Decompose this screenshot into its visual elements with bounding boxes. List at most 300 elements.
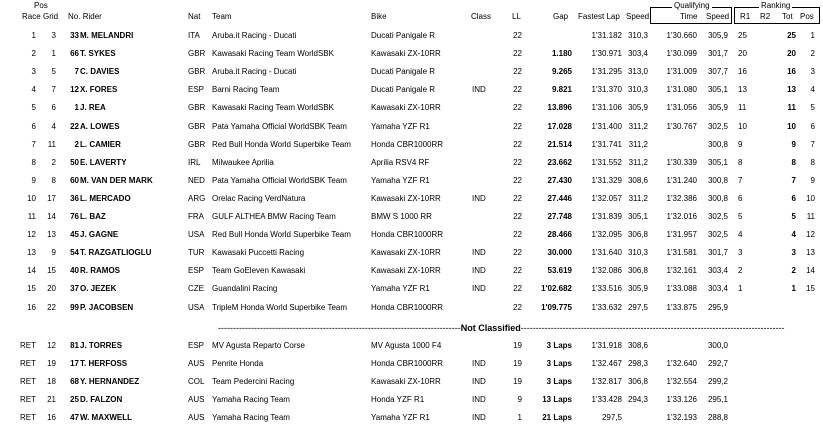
cell-qs: 292,7 xyxy=(707,359,728,369)
cell-ll: 22 xyxy=(513,248,522,258)
cell-pos: 4 xyxy=(810,85,815,95)
cell-pos: 2 xyxy=(810,49,815,59)
cell-spd: 311,2 xyxy=(628,139,648,149)
cell-spd: 310,3 xyxy=(627,31,648,40)
cell-qt: 1'30.099 xyxy=(666,49,697,59)
cell-team: Kawasaki Puccetti Racing xyxy=(212,248,305,258)
cell-no: 33 xyxy=(70,31,79,40)
cell-pos: 15 xyxy=(806,284,815,294)
cell-rider: M. MELANDRI xyxy=(80,31,134,40)
cell-qs: 303,4 xyxy=(707,266,728,276)
cell-fl: 297,5 xyxy=(601,413,622,423)
cell-rider: L. CAMIER xyxy=(80,139,121,149)
cell-grid: 13 xyxy=(47,230,56,240)
cell-spd: 310,3 xyxy=(627,85,648,95)
cell-nat: IRL xyxy=(188,157,201,167)
cell-r1: 16 xyxy=(738,67,747,77)
cell-r1: 5 xyxy=(738,212,743,221)
header-rank-pos: Pos xyxy=(800,12,814,21)
cell-qt: 1'31.240 xyxy=(666,175,697,185)
header-team: Team xyxy=(212,12,232,21)
cell-pos: 10 xyxy=(806,193,815,203)
cell-ll: 22 xyxy=(513,103,522,113)
cell-team: Guandalini Racing xyxy=(212,284,278,294)
cell-race: 6 xyxy=(31,121,36,131)
cell-gap: 9.265 xyxy=(551,67,572,77)
header-q-time: Time xyxy=(680,12,698,21)
cell-qs: 305,9 xyxy=(707,103,728,113)
cell-spd: 303,4 xyxy=(627,49,648,59)
cell-ll: 22 xyxy=(513,121,522,131)
cell-rider: A. LOWES xyxy=(80,121,120,131)
cell-qt: 1'30.660 xyxy=(666,31,697,40)
cell-bike: Kawasaki ZX-10RR xyxy=(371,49,441,59)
cell-qs: 302,5 xyxy=(707,212,728,221)
cell-spd: 311,2 xyxy=(628,193,648,203)
cell-qs: 300,8 xyxy=(707,139,728,149)
cell-nat: ARG xyxy=(188,193,206,203)
cell-ll: 22 xyxy=(513,230,522,240)
cell-tot: 20 xyxy=(787,49,796,59)
cell-team: Barni Racing Team xyxy=(212,85,280,95)
cell-no: 81 xyxy=(70,341,79,350)
cell-race: 3 xyxy=(31,67,36,77)
cell-nat: GBR xyxy=(188,103,206,113)
cell-fl: 1'31.329 xyxy=(591,175,622,185)
cell-race: RET xyxy=(20,341,36,350)
cell-team: Kawasaki Racing Team WorldSBK xyxy=(212,49,334,59)
cell-tot: 13 xyxy=(787,85,796,95)
cell-qt: 1'31.957 xyxy=(666,230,697,240)
cell-r1: 1 xyxy=(738,284,743,294)
cell-bike: Ducati Panigale R xyxy=(371,67,436,77)
cell-ll: 22 xyxy=(513,266,522,276)
cell-rider: J. GAGNE xyxy=(80,230,119,240)
cell-bike: Kawasaki ZX-10RR xyxy=(371,193,441,203)
cell-tot: 8 xyxy=(791,157,796,167)
cell-rider: L. BAZ xyxy=(80,212,106,221)
cell-fl: 1'31.552 xyxy=(591,157,622,167)
cell-gap: 27.430 xyxy=(547,175,572,185)
cell-ll: 1 xyxy=(517,413,522,423)
cell-race: 4 xyxy=(31,85,36,95)
cell-tot: 7 xyxy=(791,175,796,185)
cell-pos: 8 xyxy=(810,157,815,167)
cell-no: 99 xyxy=(70,302,79,312)
cell-spd: 306,8 xyxy=(627,377,648,387)
cell-no: 76 xyxy=(70,212,79,221)
cell-qs: 307,7 xyxy=(707,67,728,77)
cell-team: Aruba.it Racing - Ducati xyxy=(212,67,297,77)
cell-no: 2 xyxy=(74,139,79,149)
cell-grid: 3 xyxy=(51,31,56,40)
cell-rider: J. TORRES xyxy=(80,341,123,350)
cell-r1: 13 xyxy=(738,85,747,95)
cell-ll: 22 xyxy=(513,302,522,312)
cell-gap: 21.514 xyxy=(547,139,572,149)
cell-qt: 1'32.193 xyxy=(666,413,697,423)
cell-fl: 1'32.467 xyxy=(591,359,622,369)
cell-no: 17 xyxy=(70,359,79,369)
cell-pos: 13 xyxy=(806,248,815,258)
cell-race: 8 xyxy=(31,157,36,167)
cell-cls: IND xyxy=(472,359,486,369)
cell-grid: 15 xyxy=(47,266,56,276)
not-classified-label: Not Classified xyxy=(460,323,521,333)
cell-tot: 25 xyxy=(787,31,796,40)
cell-qt: 1'31.056 xyxy=(666,103,697,113)
cell-qt: 1'32.554 xyxy=(666,377,697,387)
cell-rider: T. HERFOSS xyxy=(80,359,128,369)
cell-tot: 5 xyxy=(791,212,796,221)
cell-rider: X. FORES xyxy=(80,85,118,95)
header-q-speed: Speed xyxy=(706,12,730,21)
cell-cls: IND xyxy=(472,193,486,203)
cell-bike: Honda CBR1000RR xyxy=(371,230,444,240)
cell-gap: 30.000 xyxy=(547,248,572,258)
cell-nat: GBR xyxy=(188,49,206,59)
cell-bike: Kawasaki ZX-10RR xyxy=(371,103,441,113)
cell-nat: COL xyxy=(188,377,205,387)
cell-qt: 1'32.016 xyxy=(666,212,697,221)
cell-cls: IND xyxy=(472,284,486,294)
cell-rider: Y. HERNANDEZ xyxy=(80,377,140,387)
cell-no: 40 xyxy=(70,266,79,276)
header-speed: Speed xyxy=(626,12,650,21)
cell-grid: 1 xyxy=(51,49,56,59)
cell-bike: Yamaha YZF R1 xyxy=(371,175,430,185)
cell-grid: 9 xyxy=(51,248,56,258)
cell-grid: 16 xyxy=(47,413,56,423)
cell-pos: 7 xyxy=(810,139,815,149)
header-bike: Bike xyxy=(371,12,387,21)
header-race: Race xyxy=(22,12,41,21)
cell-r1: 2 xyxy=(738,266,743,276)
cell-cls: IND xyxy=(472,377,486,387)
cell-no: 37 xyxy=(70,284,79,294)
cell-r1: 10 xyxy=(738,121,747,131)
cell-race: 11 xyxy=(27,212,36,221)
header-rider: Rider xyxy=(82,12,102,21)
cell-no: 1 xyxy=(74,103,79,113)
cell-bike: Ducati Panigale R xyxy=(371,31,436,40)
cell-spd: 306,8 xyxy=(627,230,648,240)
cell-rider: R. RAMOS xyxy=(80,266,120,276)
cell-fl: 1'33.516 xyxy=(591,284,622,294)
cell-ll: 22 xyxy=(513,49,522,59)
cell-grid: 2 xyxy=(51,157,56,167)
cell-nat: AUS xyxy=(188,395,205,405)
cell-qs: 300,8 xyxy=(707,193,728,203)
cell-rider: E. LAVERTY xyxy=(80,157,127,167)
cell-grid: 22 xyxy=(47,302,56,312)
cell-race: 9 xyxy=(31,175,36,185)
cell-tot: 1 xyxy=(791,284,796,294)
header-ll: LL xyxy=(512,12,521,21)
cell-fl: 1'32.086 xyxy=(591,266,622,276)
cell-nat: ESP xyxy=(188,266,205,276)
cell-team: Pata Yamaha Official WorldSBK Team xyxy=(212,121,347,131)
cell-qs: 305,1 xyxy=(707,85,728,95)
cell-pos: 1 xyxy=(810,31,815,40)
cell-spd: 311,2 xyxy=(628,157,648,167)
cell-fl: 1'31.839 xyxy=(591,212,622,221)
cell-no: 36 xyxy=(70,193,79,203)
cell-fl: 1'32.817 xyxy=(591,377,622,387)
cell-race: 1 xyxy=(31,31,36,40)
cell-spd: 298,3 xyxy=(627,359,648,369)
cell-rider: O. JEZEK xyxy=(80,284,117,294)
cell-bike: Honda YZF R1 xyxy=(371,395,425,405)
cell-fl: 1'31.182 xyxy=(591,31,622,40)
cell-nat: FRA xyxy=(188,212,204,221)
cell-bike: Kawasaki ZX-10RR xyxy=(371,377,441,387)
cell-fl: 1'31.640 xyxy=(591,248,622,258)
header-grid: Grid xyxy=(43,12,59,21)
cell-cls: IND xyxy=(472,395,486,405)
cell-fl: 1'32.057 xyxy=(591,193,622,203)
cell-spd: 305,9 xyxy=(627,103,648,113)
header-r2: R2 xyxy=(760,12,771,21)
cell-team: Red Bull Honda World Superbike Team xyxy=(212,230,351,240)
cell-nat: USA xyxy=(188,302,205,312)
cell-r1: 25 xyxy=(738,31,747,40)
cell-race: 16 xyxy=(27,302,36,312)
cell-team: Orelac Racing VerdNatura xyxy=(212,193,306,203)
cell-gap: 27.446 xyxy=(547,193,572,203)
cell-bike: BMW S 1000 RR xyxy=(371,212,432,221)
cell-rider: M. VAN DER MARK xyxy=(80,175,153,185)
cell-rider: W. MAXWELL xyxy=(80,413,132,423)
cell-gap: 1.180 xyxy=(551,49,572,59)
cell-team: Yamaha Racing Team xyxy=(212,395,290,405)
cell-ll: 22 xyxy=(513,31,522,40)
cell-qs: 301,7 xyxy=(707,248,728,258)
cell-tot: 4 xyxy=(791,230,796,240)
cell-gap: 27.748 xyxy=(547,212,572,221)
cell-race: RET xyxy=(20,359,36,369)
cell-pos: 9 xyxy=(810,175,815,185)
cell-pos: 12 xyxy=(806,230,815,240)
header-gap: Gap xyxy=(553,12,569,21)
cell-gap: 13.896 xyxy=(547,103,572,113)
cell-rider: P. JACOBSEN xyxy=(80,302,134,312)
cell-team: Kawasaki Racing Team WorldSBK xyxy=(212,103,334,113)
cell-spd: 306,8 xyxy=(627,266,648,276)
cell-fl: 1'31.370 xyxy=(591,85,622,95)
cell-race: 15 xyxy=(27,284,36,294)
cell-ll: 22 xyxy=(513,284,522,294)
header-r1: R1 xyxy=(740,12,751,21)
cell-gap: 13 Laps xyxy=(542,395,572,405)
cell-grid: 21 xyxy=(47,395,56,405)
cell-qs: 300,0 xyxy=(707,341,728,350)
cell-spd: 305,9 xyxy=(627,284,648,294)
cell-no: 54 xyxy=(70,248,79,258)
cell-race: 2 xyxy=(31,49,36,59)
cell-grid: 14 xyxy=(47,212,56,221)
cell-fl: 1'33.428 xyxy=(591,395,622,405)
cell-grid: 18 xyxy=(47,377,56,387)
header-ranking: Ranking xyxy=(761,1,791,10)
cell-fl: 1'32.095 xyxy=(591,230,622,240)
cell-spd: 305,1 xyxy=(627,212,648,221)
cell-nat: USA xyxy=(188,230,205,240)
cell-pos: 3 xyxy=(810,67,815,77)
cell-no: 22 xyxy=(70,121,79,131)
cell-qt: 1'33.875 xyxy=(666,302,697,312)
cell-no: 25 xyxy=(70,395,79,405)
cell-team: Team Pedercini Racing xyxy=(212,377,295,387)
cell-team: GULF ALTHEA BMW Racing Team xyxy=(212,212,336,221)
cell-race: 12 xyxy=(27,230,36,240)
cell-fl: 1'31.295 xyxy=(591,67,622,77)
header-no-rider xyxy=(68,12,102,22)
cell-no: 50 xyxy=(70,157,79,167)
cell-qs: 288,8 xyxy=(707,413,728,423)
cell-spd: 297,5 xyxy=(627,302,648,312)
cell-fl: 1'30.971 xyxy=(591,49,622,59)
cell-team: Milwaukee Aprilia xyxy=(212,157,274,167)
cell-grid: 11 xyxy=(47,139,56,149)
cell-bike: Aprilia RSV4 RF xyxy=(371,157,430,167)
header-nat: Nat xyxy=(188,12,201,21)
cell-bike: Yamaha YZF R1 xyxy=(371,284,430,294)
cell-nat: TUR xyxy=(188,248,205,258)
cell-spd: 294,3 xyxy=(627,395,648,405)
cell-race: RET xyxy=(20,413,36,423)
cell-spd: 311,2 xyxy=(628,121,648,131)
cell-team: Pata Yamaha Official WorldSBK Team xyxy=(212,175,347,185)
cell-qt: 1'32.386 xyxy=(666,193,697,203)
cell-pos: 11 xyxy=(806,212,815,221)
cell-bike: Honda CBR1000RR xyxy=(371,302,444,312)
cell-qs: 302,5 xyxy=(707,230,728,240)
cell-ll: 22 xyxy=(513,212,522,221)
not-classified-separator: ---------------------------------------------------------------------------------Not Classified---------------------------------------------------------------------------------------- xyxy=(218,323,785,333)
cell-r1: 3 xyxy=(738,248,743,258)
cell-qs: 299,2 xyxy=(707,377,728,387)
cell-qs: 305,9 xyxy=(707,31,728,40)
cell-spd: 308,6 xyxy=(627,341,648,350)
cell-ll: 22 xyxy=(513,193,522,203)
cell-ll: 19 xyxy=(513,377,522,387)
cell-race: 5 xyxy=(31,103,36,113)
cell-qt: 1'30.767 xyxy=(666,121,697,131)
cell-pos: 14 xyxy=(806,266,815,276)
cell-gap: 28.466 xyxy=(547,230,572,240)
cell-qt: 1'31.009 xyxy=(666,67,697,77)
cell-team: Yamaha Racing Team xyxy=(212,413,290,423)
cell-grid: 19 xyxy=(47,359,56,369)
cell-grid: 20 xyxy=(47,284,56,294)
header-no: No. xyxy=(68,12,81,21)
cell-r1: 6 xyxy=(738,193,743,203)
cell-r1: 4 xyxy=(738,230,743,240)
cell-race: RET xyxy=(20,377,36,387)
cell-nat: GBR xyxy=(188,121,206,131)
cell-spd: 313,0 xyxy=(627,67,648,77)
cell-tot: 2 xyxy=(791,266,796,276)
cell-ll: 22 xyxy=(513,85,522,95)
cell-ll: 9 xyxy=(517,395,522,405)
header-pos: Pos xyxy=(34,1,48,10)
cell-nat: GBR xyxy=(188,139,206,149)
cell-pos: 6 xyxy=(810,121,815,131)
cell-qt: 1'33.126 xyxy=(666,395,697,405)
cell-tot: 3 xyxy=(791,248,796,258)
cell-fl: 1'31.400 xyxy=(591,121,622,131)
cell-ll: 19 xyxy=(513,341,522,350)
cell-fl: 1'31.106 xyxy=(591,103,622,113)
cell-bike: Yamaha YZF R1 xyxy=(371,121,430,131)
cell-team: MV Agusta Reparto Corse xyxy=(212,341,305,350)
cell-gap: 21 Laps xyxy=(542,413,572,423)
cell-qs: 302,5 xyxy=(707,121,728,131)
cell-qs: 305,1 xyxy=(707,157,728,167)
cell-qs: 295,9 xyxy=(707,302,728,312)
cell-tot: 16 xyxy=(787,67,796,77)
cell-nat: ITA xyxy=(188,31,200,40)
cell-nat: CZE xyxy=(188,284,204,294)
cell-gap: 3 Laps xyxy=(546,359,572,369)
cell-gap: 17.028 xyxy=(547,121,572,131)
cell-qs: 303,4 xyxy=(707,284,728,294)
cell-r1: 20 xyxy=(738,49,747,59)
cell-ll: 22 xyxy=(513,67,522,77)
cell-gap: 9.821 xyxy=(551,85,572,95)
cell-bike: MV Agusta 1000 F4 xyxy=(371,341,442,350)
cell-bike: Honda CBR1000RR xyxy=(371,359,444,369)
cell-r1: 11 xyxy=(738,103,747,113)
cell-race: 13 xyxy=(27,248,36,258)
cell-grid: 6 xyxy=(51,103,56,113)
cell-r1: 7 xyxy=(738,175,743,185)
cell-fl: 1'31.918 xyxy=(591,341,622,350)
cell-rider: T. SYKES xyxy=(80,49,116,59)
cell-nat: GBR xyxy=(188,67,206,77)
cell-cls: IND xyxy=(472,85,486,95)
cell-ll: 22 xyxy=(513,139,522,149)
cell-nat: AUS xyxy=(188,413,205,423)
cell-cls: IND xyxy=(472,266,486,276)
header-tot: Tot xyxy=(782,12,793,21)
cell-race: RET xyxy=(20,395,36,405)
header-fastest-lap: Fastest Lap xyxy=(578,12,620,21)
cell-no: 47 xyxy=(70,413,79,423)
cell-grid: 12 xyxy=(47,341,56,350)
cell-spd: 308,6 xyxy=(627,175,648,185)
cell-nat: AUS xyxy=(188,359,205,369)
cell-race: 7 xyxy=(31,139,36,149)
cell-tot: 10 xyxy=(787,121,796,131)
cell-bike: Honda CBR1000RR xyxy=(371,139,444,149)
cell-no: 7 xyxy=(74,67,79,77)
cell-cls: IND xyxy=(472,248,486,258)
cell-fl: 1'33.632 xyxy=(591,302,622,312)
cell-team: TripleM Honda World Superbike Team xyxy=(212,302,348,312)
cell-r1: 9 xyxy=(738,139,743,149)
cell-no: 45 xyxy=(70,230,79,240)
cell-bike: Kawasaki ZX-10RR xyxy=(371,266,441,276)
cell-rider: L. MERCADO xyxy=(80,193,131,203)
cell-team: Aruba.it Racing - Ducati xyxy=(212,31,297,40)
cell-qt: 1'31.581 xyxy=(666,248,697,258)
cell-rider: C. DAVIES xyxy=(80,67,120,77)
cell-qs: 300,8 xyxy=(707,175,728,185)
cell-tot: 9 xyxy=(791,139,796,149)
cell-gap: 1'02.682 xyxy=(541,284,572,294)
